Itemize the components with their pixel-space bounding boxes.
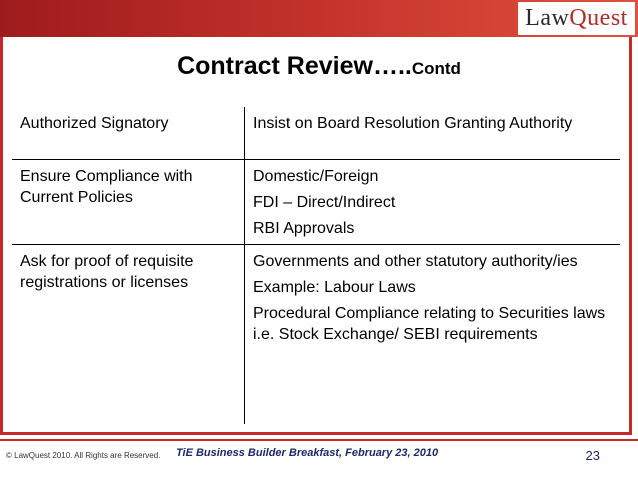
table-cell-left — [12, 245, 245, 425]
table-cell-right — [245, 160, 621, 245]
cell-text: Authorized Signatory — [20, 115, 169, 132]
title-suffix: Contd — [411, 59, 461, 78]
table-cell-left — [12, 107, 245, 160]
logo-text-law: Law — [525, 5, 570, 31]
cell-text: Ask for proof of requisite registrations or licenses — [20, 253, 194, 291]
logo-text-quest: Quest — [569, 5, 628, 31]
table-cell-right — [245, 107, 621, 160]
cell-text: Ensure Compliance with Current Policies — [20, 168, 193, 206]
table-row — [12, 107, 620, 160]
title-main: Contract Review….. — [177, 52, 412, 80]
cell-line: Governments and other statutory authority/ies — [253, 253, 578, 270]
table-row — [12, 245, 620, 425]
content-table — [12, 107, 620, 424]
event-text: TiE Business Builder Breakfast, February 23, 2010 — [176, 447, 439, 459]
cell-line: Domestic/Foreign — [253, 168, 379, 185]
table-cell-left — [12, 160, 245, 245]
cell-line: Insist on Board Resolution Granting Authority — [253, 115, 573, 132]
table-cell-right — [245, 245, 621, 425]
cell-line: RBI Approvals — [253, 220, 355, 237]
copyright-text: © LawQuest 2010. All Rights are Reserved. — [6, 451, 161, 460]
cell-line: Procedural Compliance relating to Securities laws i.e. Stock Exchange/ SEBI requirements — [253, 305, 606, 343]
slide-title — [0, 52, 638, 81]
page-number: 23 — [585, 448, 600, 463]
table-row — [12, 160, 620, 245]
cell-line: Example: Labour Laws — [253, 279, 416, 296]
lawquest-logo — [518, 2, 635, 35]
footer-divider — [0, 439, 638, 441]
cell-line: FDI – Direct/Indirect — [253, 194, 396, 211]
